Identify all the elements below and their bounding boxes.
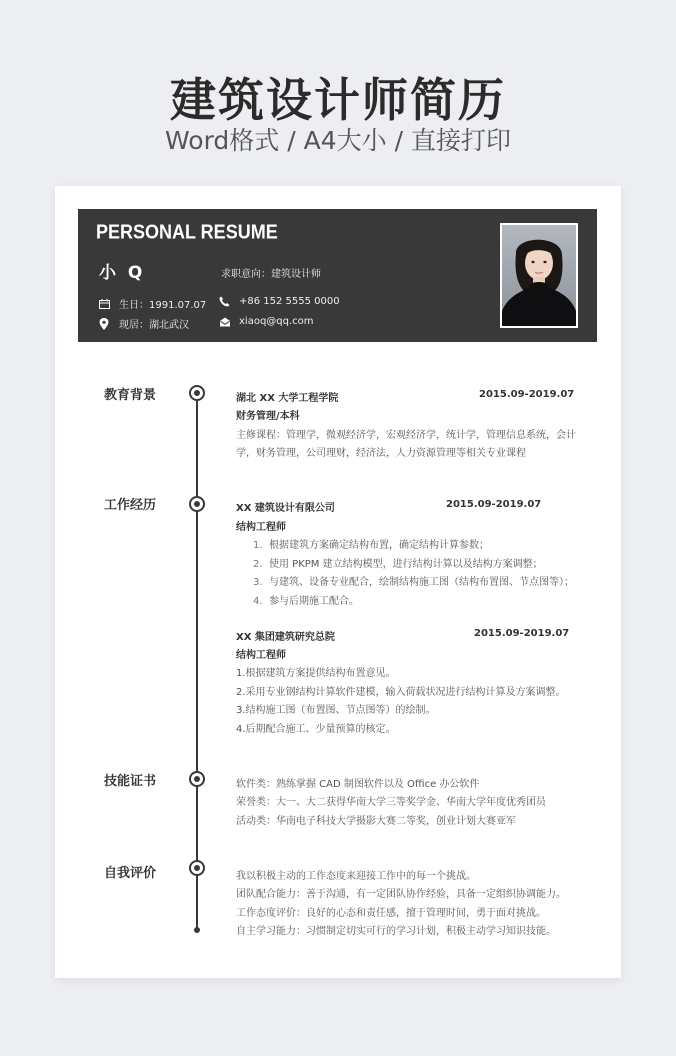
- phone-info: [219, 296, 340, 307]
- section-title-work: 工作经历: [104, 498, 157, 513]
- list-item: 活动类：华南电子科技大学摄影大赛二等奖，创业计划大赛亚军: [236, 816, 516, 827]
- list-item: 2.采用专业钢结构计算软件建模，输入荷载状况进行结构计算及方案调整。: [236, 687, 566, 698]
- education-school: 湖北 XX 大学工程学院: [236, 393, 339, 404]
- education-major: 财务管理/本科: [236, 411, 300, 422]
- list-item: 3. 与建筑、设备专业配合，绘制结构施工图（结构布置图、节点图等）；: [253, 577, 574, 588]
- location-info: [99, 316, 189, 331]
- candidate-name: 小 Q: [99, 263, 146, 283]
- hero-title: 建筑设计师简历: [170, 73, 506, 127]
- timeline-node-icon: [189, 860, 205, 876]
- header-banner: [78, 209, 597, 342]
- profile-photo: [500, 223, 578, 328]
- phone-icon: [219, 296, 239, 307]
- timeline-line: [196, 392, 198, 930]
- list-item: 4. 参与后期施工配合。: [253, 596, 359, 607]
- education-date: 2015.09-2019.07: [479, 389, 575, 400]
- timeline-node-icon: [189, 771, 205, 787]
- job-intent: 求职意向：建筑设计师: [221, 269, 321, 280]
- list-item: 1. 根据建筑方案确定结构布置，确定结构计算参数；: [253, 540, 489, 551]
- job2-role: 结构工程师: [236, 650, 286, 661]
- list-item: 3.结构施工图（布置图、节点图等）的绘制。: [236, 705, 436, 716]
- section-title-education: 教育背景: [104, 388, 157, 403]
- calendar-icon: [99, 299, 119, 309]
- list-item: 4.后期配合施工、少量预算的核定。: [236, 724, 396, 735]
- timeline-node-icon: [189, 496, 205, 512]
- timeline-end-dot: [194, 927, 200, 933]
- hero-subtitle: Word格式 / A4大小 / 直接打印: [165, 126, 511, 155]
- list-item: 2. 使用 PKPM 建立结构模型，进行结构计算以及结构方案调整；: [253, 559, 543, 570]
- job1-date: 2015.09-2019.07: [446, 499, 542, 510]
- list-item: 团队配合能力：善于沟通，有一定团队协作经验，具备一定组织协调能力。: [236, 889, 566, 900]
- education-courses-line1: 主修课程：管理学，微观经济学，宏观经济学，统计学，管理信息系统，会计: [236, 430, 576, 441]
- location-pin-icon: [99, 318, 119, 330]
- phone-text: +86 152 5555 0000: [239, 296, 340, 307]
- job1-company: XX 建筑设计有限公司: [236, 503, 335, 514]
- email-info: [219, 316, 314, 327]
- job2-date: 2015.09-2019.07: [474, 628, 570, 639]
- banner-title: PERSONAL RESUME: [96, 220, 278, 243]
- list-item: 我以积极主动的工作态度来迎接工作中的每一个挑战。: [236, 871, 476, 882]
- list-item: 荣誉类：大一、大二获得华南大学三等奖学金、华南大学年度优秀团员: [236, 797, 546, 808]
- list-item: 自主学习能力：习惯制定切实可行的学习计划，积极主动学习知识技能。: [236, 926, 556, 937]
- mail-icon: [219, 317, 239, 327]
- location-text: 现居：湖北武汉: [119, 320, 189, 331]
- job1-role: 结构工程师: [236, 522, 286, 533]
- list-item: 1.根据建筑方案提供结构布置意见。: [236, 668, 396, 679]
- section-title-skills: 技能证书: [104, 774, 157, 789]
- job2-company: XX 集团建筑研究总院: [236, 632, 335, 643]
- email-text: xiaoq@qq.com: [239, 316, 314, 327]
- list-item: 软件类：熟练掌握 CAD 制图软件以及 Office 办公软件: [236, 779, 480, 790]
- birthday-text: 生日：1991.07.07: [119, 300, 207, 311]
- list-item: 工作态度评价：良好的心态和责任感，擅于管理时间，勇于面对挑战。: [236, 908, 546, 919]
- education-courses-line2: 学，财务管理，公司理财，经济法，人力资源管理等相关专业课程: [236, 448, 526, 459]
- resume-page: [55, 186, 621, 978]
- section-title-self-evaluation: 自我评价: [104, 866, 157, 881]
- birthday-info: [99, 296, 206, 311]
- timeline-node-icon: [189, 385, 205, 401]
